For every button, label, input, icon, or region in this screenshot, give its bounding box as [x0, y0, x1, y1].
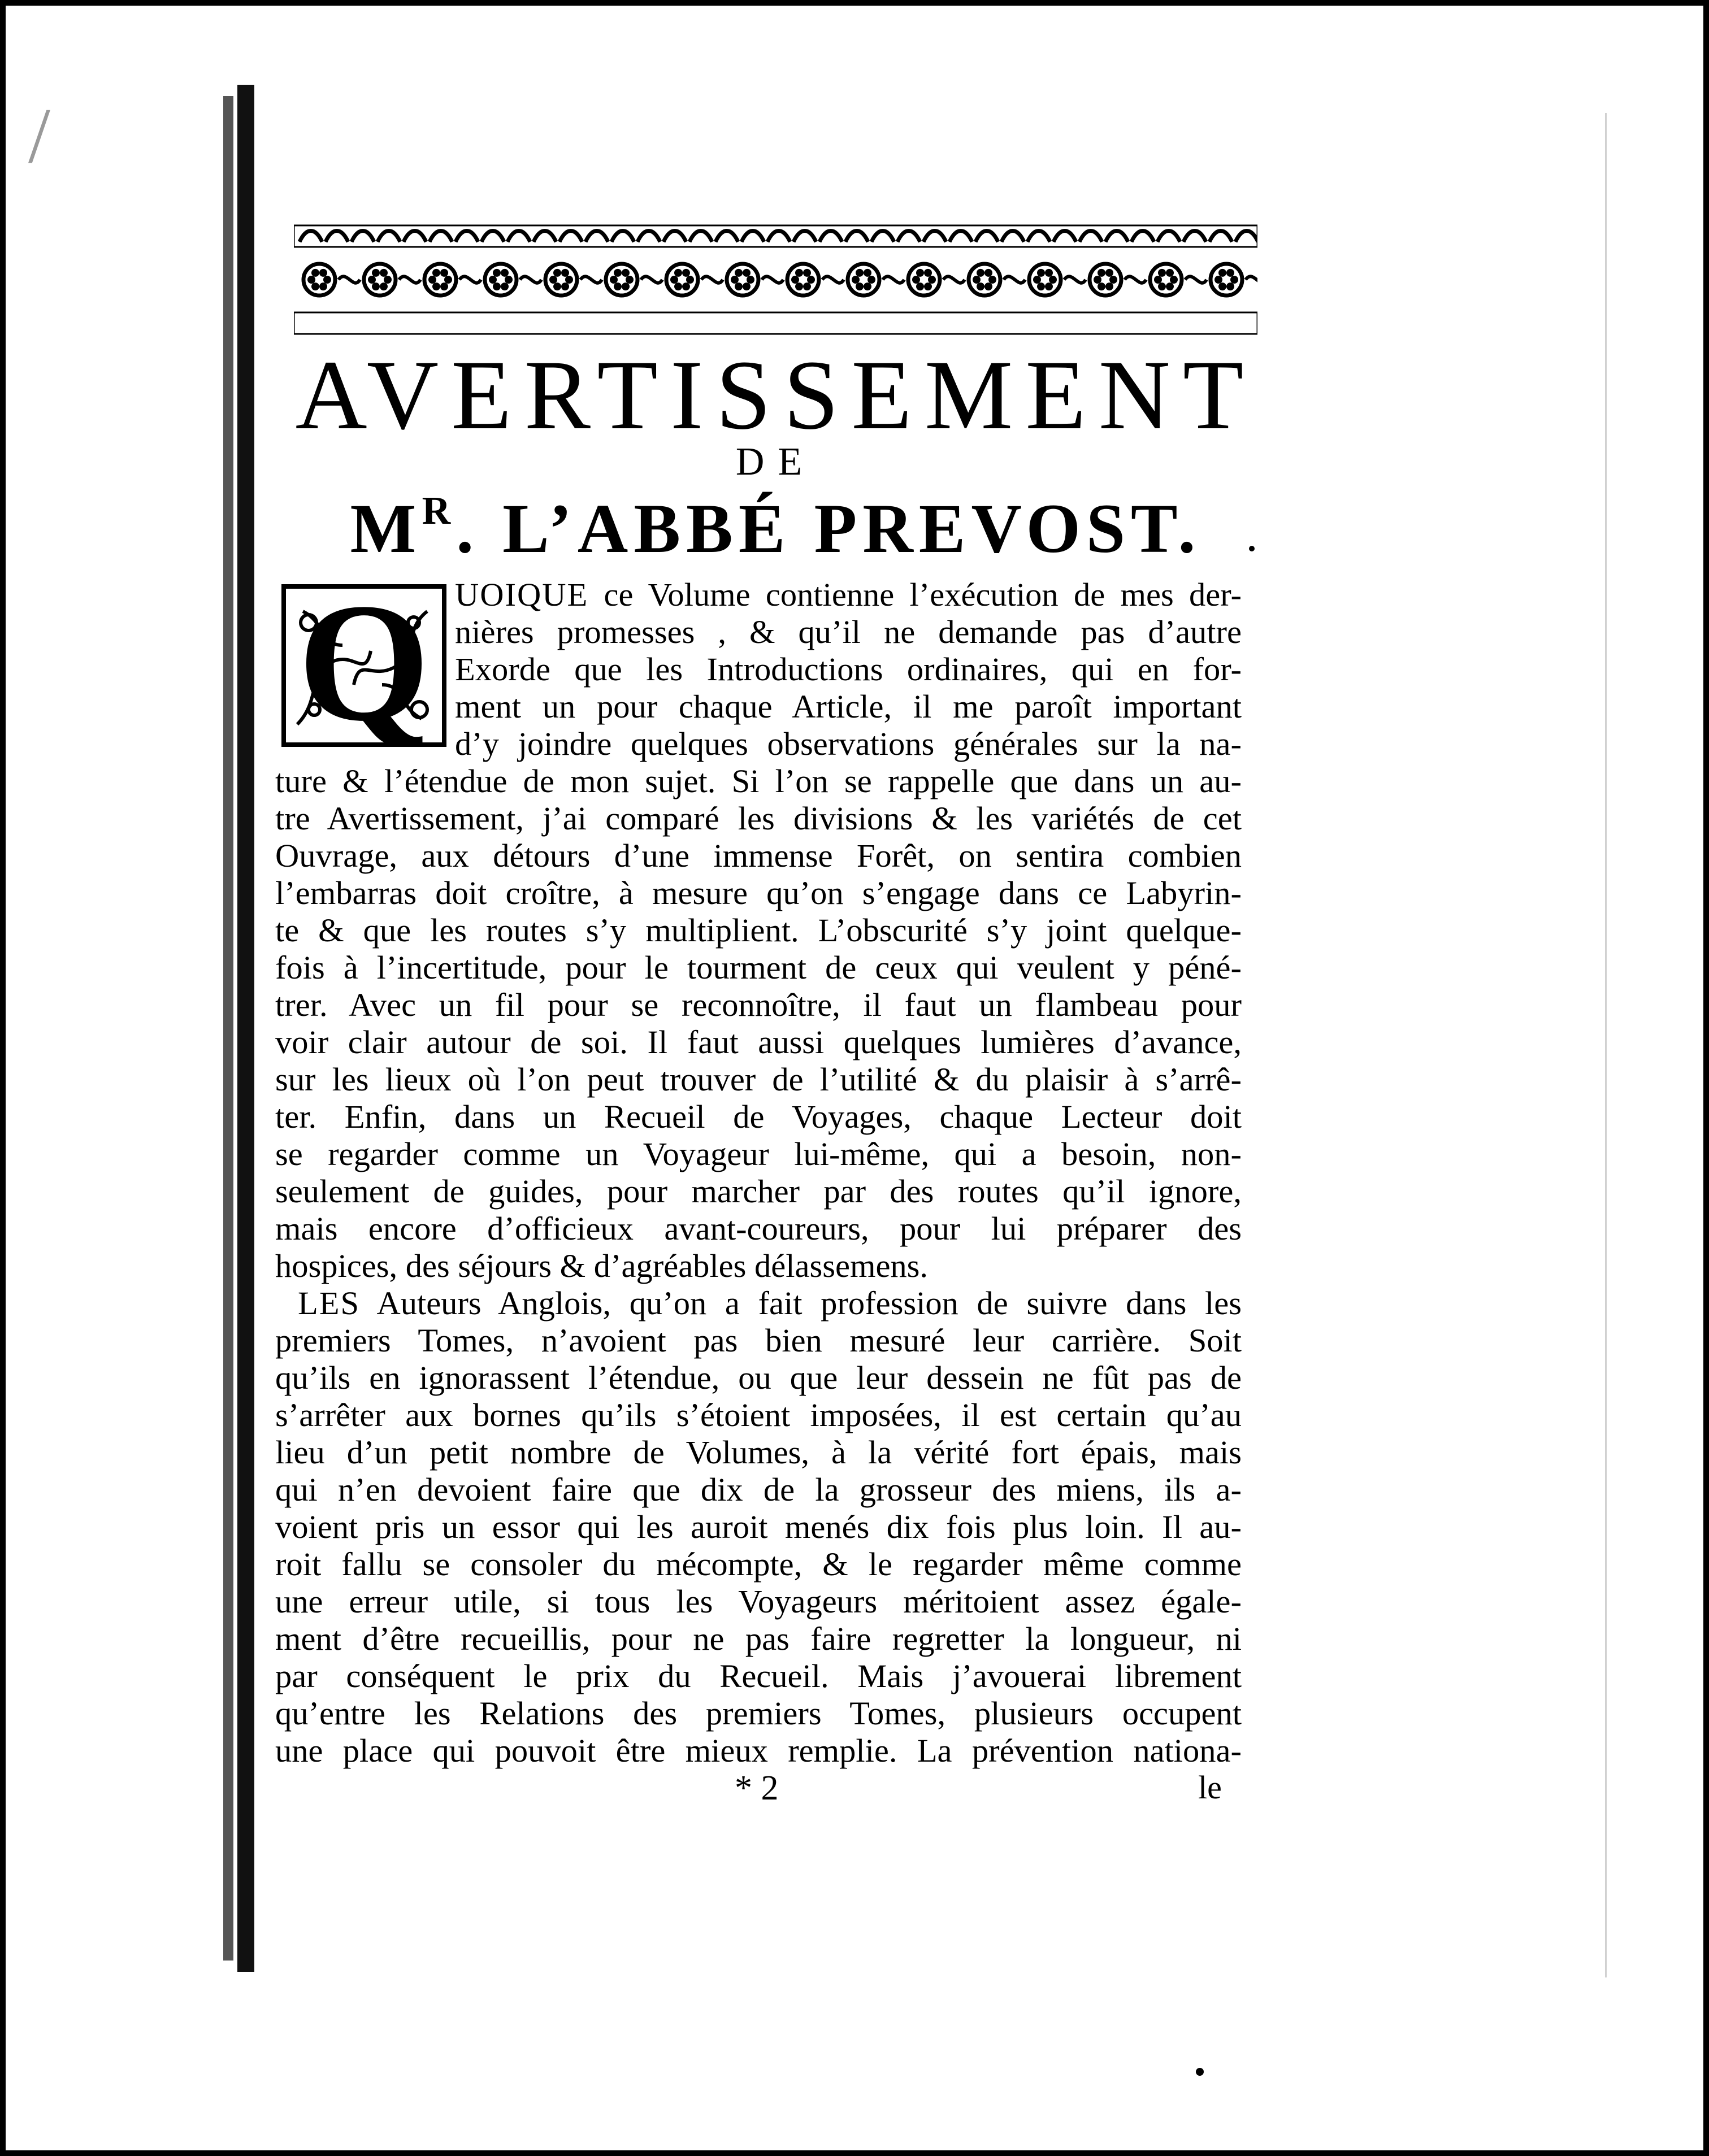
line-text: trer. Avec un fil pour se reconnoître, il faut un flambeau pour — [275, 986, 1242, 1023]
catchword: le — [1198, 1769, 1222, 1806]
text-line — [275, 1620, 1242, 1658]
text-line — [275, 912, 1242, 949]
text-line — [275, 1322, 1242, 1359]
text-line — [275, 763, 1242, 800]
line-text: qu’entre les Relations des premiers Tomes, plusieurs occupent — [275, 1695, 1242, 1732]
text-line — [275, 1732, 1242, 1770]
line-text: te & que les routes s’y multiplient. L’obscurité s’y joint quelque- — [275, 912, 1242, 949]
text-line — [275, 800, 1242, 837]
author-prefix-sup: R — [422, 489, 457, 533]
line-text: roit fallu se consoler du mécompte, & le regarder même comme — [275, 1546, 1242, 1583]
signature-mark: * 2 — [735, 1769, 779, 1807]
author-prefix: M — [350, 490, 422, 567]
line-text: s’arrêter aux bornes qu’ils s’étoient imposées, il est certain qu’au — [275, 1397, 1242, 1433]
text-line — [275, 875, 1242, 912]
small-caps-lead: LES — [298, 1285, 361, 1322]
text-line — [275, 614, 1242, 651]
line-text: lieu d’un petit nombre de Volumes, à la vérité fort épais, mais — [275, 1434, 1242, 1471]
line-text: Exorde que les Introductions ordinaires, qui en for- — [455, 651, 1242, 688]
text-line — [275, 1471, 1242, 1509]
text-line — [275, 1098, 1242, 1136]
line-text: hospices, des séjours & d’agréables délassemens. — [275, 1247, 929, 1284]
text-line — [275, 1210, 1242, 1247]
line-text: Ouvrage, aux détours d’une immense Forêt, on sentira combien — [275, 837, 1242, 874]
text-line — [275, 651, 1242, 688]
title-connector: DE — [735, 440, 816, 484]
line-text: ment d’être recueillis, pour ne pas faire regretter la longueur, ni — [275, 1620, 1242, 1657]
line-text: une place qui pouvoit être mieux remplie. La prévention nationa- — [275, 1732, 1242, 1769]
text-line — [275, 688, 1242, 725]
text-line — [275, 1546, 1242, 1583]
page-title: AVERTISSEMENT — [295, 340, 1256, 450]
text-line — [275, 1359, 1242, 1397]
line-text: qu’ils en ignorassent l’étendue, ou que leur dessein ne fût pas de — [275, 1359, 1242, 1396]
text-line — [275, 1397, 1242, 1434]
line-text: ment un pour chaque Article, il me paroît important — [455, 688, 1242, 725]
line-text: voir clair autour de soi. Il faut aussi quelques lumières d’avance, — [275, 1024, 1242, 1060]
line-text: qui n’en devoient faire que dix de la grosseur des miens, ils a- — [275, 1471, 1242, 1508]
author-name: . L’ABBÉ PREVOST. — [456, 490, 1201, 567]
line-text: ce Volume contienne l’exécution de mes der- — [588, 576, 1242, 613]
text-line — [275, 576, 1242, 614]
headpiece-ornament — [294, 223, 1257, 336]
text-line — [275, 1247, 1242, 1285]
text-line — [275, 949, 1242, 986]
line-text: voient pris un essor qui les auroit menés dix fois plus loin. Il au- — [275, 1509, 1242, 1545]
text-line — [275, 1583, 1242, 1620]
text-line — [275, 1061, 1242, 1098]
line-text: ter. Enfin, dans un Recueil de Voyages, chaque Lecteur doit — [275, 1098, 1242, 1135]
line-text: nières promesses , & qu’il ne demande pas d’autre — [455, 614, 1242, 650]
text-line — [275, 986, 1242, 1024]
text-line — [275, 1695, 1242, 1732]
line-text: premiers Tomes, n’avoient pas bien mesuré leur carrière. Soit — [275, 1322, 1242, 1359]
gutter-shadow — [223, 96, 233, 1961]
dropcap-letter: Q — [298, 568, 430, 756]
line-text: ture & l’étendue de mon sujet. Si l’on se rappelle que dans un au- — [275, 763, 1242, 799]
text-line — [275, 1434, 1242, 1471]
small-caps-lead: UOIQUE — [455, 576, 589, 613]
text-line — [275, 837, 1242, 875]
line-text: l’embarras doit croître, à mesure qu’on s’engage dans ce Labyrin- — [275, 875, 1242, 911]
ink-speck — [1196, 2068, 1204, 2076]
line-text: se regarder comme un Voyageur lui-même, qui a besoin, non- — [275, 1136, 1242, 1172]
ink-speck — [1249, 546, 1255, 551]
line-text: fois à l’incertitude, pour le tourment de ceux qui veulent y péné- — [275, 949, 1242, 986]
line-text: seulement de guides, pour marcher par des routes qu’il ignore, — [275, 1173, 1242, 1210]
text-line — [275, 1285, 1242, 1322]
line-text: tre Avertissement, j’ai comparé les divisions & les variétés de cet — [275, 800, 1242, 837]
line-text: Auteurs Anglois, qu’on a fait profession de suivre dans les — [360, 1285, 1242, 1322]
page-fold — [1605, 113, 1607, 1977]
facing-page-edge: / — [6, 68, 254, 1972]
line-text: sur les lieux où l’on peut trouver de l’utilité & du plaisir à s’arrê- — [275, 1061, 1242, 1098]
text-line — [275, 1173, 1242, 1210]
line-text: mais encore d’officieux avant-coureurs, pour lui préparer des — [275, 1210, 1242, 1247]
text-line — [275, 1024, 1242, 1061]
line-text: une erreur utile, si tous les Voyageurs méritoient assez égale- — [275, 1583, 1242, 1620]
line-text: par conséquent le prix du Recueil. Mais j’avouerai librement — [275, 1658, 1242, 1694]
author-line — [294, 489, 1257, 569]
body-text — [275, 568, 1242, 1770]
gutter-binding — [237, 85, 254, 1972]
line-text: d’y joindre quelques observations générales sur la na- — [455, 725, 1242, 762]
text-line — [275, 725, 1242, 763]
text-line — [275, 1658, 1242, 1695]
text-line — [275, 1136, 1242, 1173]
text-line — [275, 1509, 1242, 1546]
